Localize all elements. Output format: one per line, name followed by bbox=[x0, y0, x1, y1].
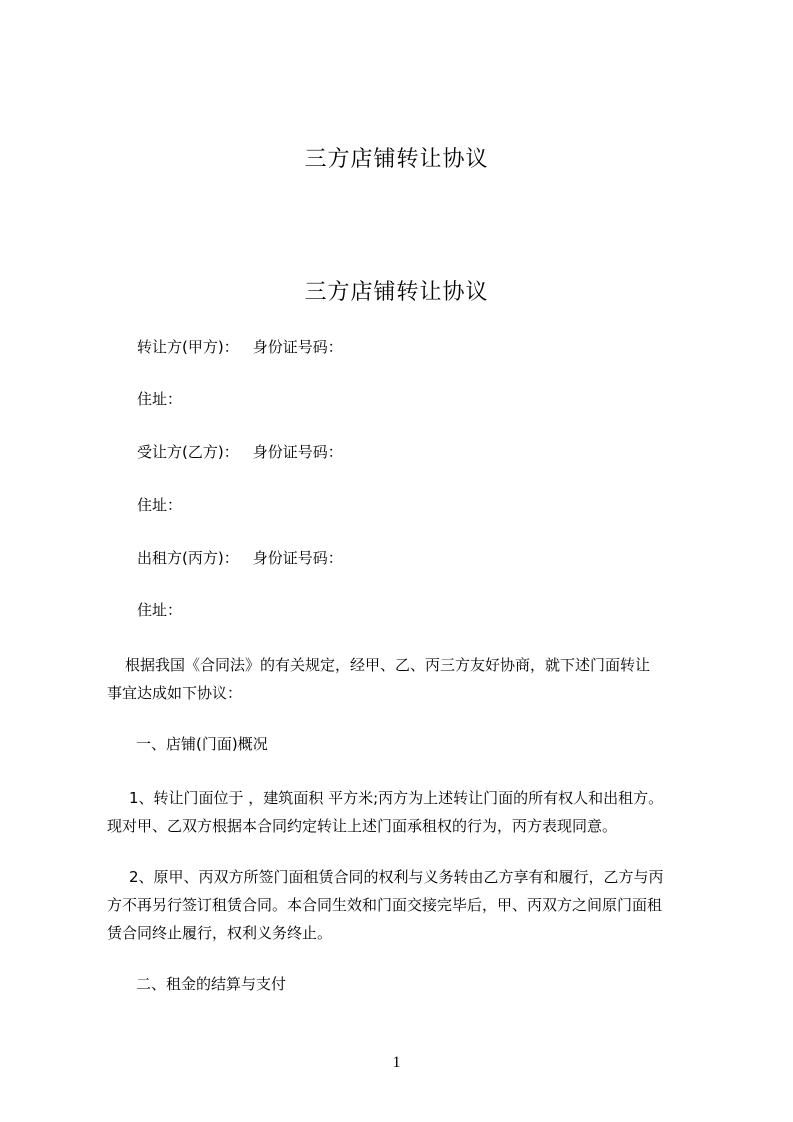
party-a-role-label: 转让方(甲方)： bbox=[137, 338, 239, 356]
clause-1-line-1: 1、转让门面位于 ，建筑面积 平方米;丙方为上述转让门面的所有权人和出租方。 bbox=[129, 789, 664, 807]
clause-2-line-3: 赁合同终止履行，权利义务终止。 bbox=[107, 924, 333, 942]
clause-2-paragraph bbox=[107, 863, 717, 947]
party-b-role-label: 受让方(乙方)： bbox=[137, 443, 239, 461]
page-number: 1 bbox=[392, 1054, 401, 1071]
section-1-heading: 一、店铺(门面)概况 bbox=[136, 735, 268, 753]
party-b-line bbox=[137, 438, 343, 466]
clause-2-line-1: 2、原甲、丙双方所签门面租赁合同的权利与义务转由乙方享有和履行，乙方与丙 bbox=[129, 868, 664, 886]
party-a-line bbox=[137, 333, 343, 361]
party-b-address-label: 住址： bbox=[137, 496, 183, 514]
intro-line-1: 根据我国《合同法》的有关规定，经甲、乙、丙三方友好协商，就下述门面转让 bbox=[125, 656, 651, 674]
document-title: 三方店铺转让协议 bbox=[304, 280, 489, 305]
party-c-role-label: 出租方(丙方)： bbox=[137, 549, 239, 567]
party-c-line bbox=[137, 544, 343, 572]
clause-1-line-2: 现对甲、乙双方根据本合同约定转让上述门面承租权的行为，丙方表现同意。 bbox=[107, 817, 618, 835]
cover-title: 三方店铺转让协议 bbox=[304, 147, 489, 172]
intro-line-2: 事宜达成如下协议： bbox=[107, 684, 243, 702]
section-2-heading: 二、租金的结算与支付 bbox=[136, 975, 287, 993]
party-a-id-label: 身份证号码： bbox=[252, 338, 343, 356]
clause-1-paragraph bbox=[107, 784, 717, 840]
party-c-id-label: 身份证号码： bbox=[252, 549, 343, 567]
clause-2-line-2: 方不再另行签订租赁合同。本合同生效和门面交接完毕后，甲、丙双方之间原门面租 bbox=[107, 896, 663, 914]
party-a-address-label: 住址： bbox=[137, 390, 183, 408]
party-b-id-label: 身份证号码： bbox=[252, 443, 343, 461]
intro-paragraph bbox=[107, 651, 715, 707]
party-c-address-label: 住址： bbox=[137, 601, 183, 619]
